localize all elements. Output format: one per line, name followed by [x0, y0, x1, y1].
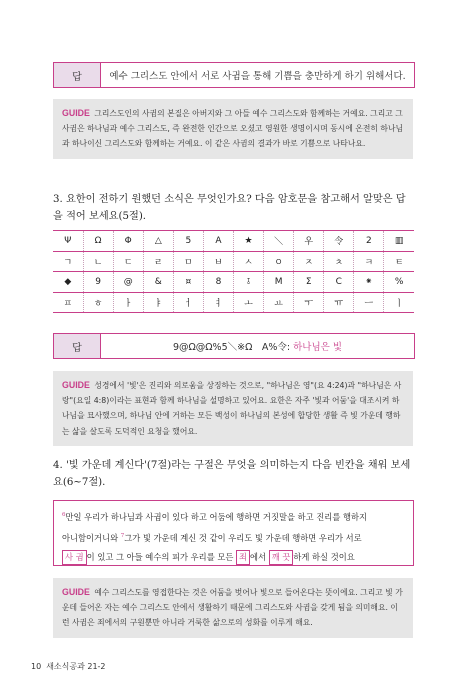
cipher-cell: 5: [173, 231, 203, 252]
answer-decoded: 하나님은 빛: [293, 342, 343, 353]
answer-text: [101, 334, 414, 358]
book-title: 새소식공과 21-2: [46, 662, 106, 671]
cipher-cell: C: [324, 272, 354, 293]
blank-answer: 사 귐: [62, 550, 87, 565]
cipher-cell: ㄹ: [143, 251, 173, 272]
cipher-cell: ⫱: [233, 272, 263, 293]
guide-box-1: [53, 99, 413, 159]
guide-tag: GUIDE: [62, 587, 90, 597]
cipher-cell: ▥: [384, 231, 414, 252]
guide-text: 그리스도인의 사귐의 본질은 아버지와 그 아들 예수 그리스도와 함께하는 거예요. 그리고 그 사귐은 하나님과 예수 그리스도, 즉 완전한 인간으로 오셨고 영원한 생명이시며 동시에 온전히 하나님과 하나이신 그리스도와 함께하는 거예요. 이 같은 사귐의 결과가 바로 기쁨으로 나타나요.: [62, 109, 404, 149]
cipher-cell: ㅁ: [173, 251, 203, 272]
cipher-cell: 令: [324, 231, 354, 252]
cipher-cell: 8: [203, 272, 233, 293]
cipher-cell: 9: [83, 272, 113, 293]
verse-number: 6: [62, 512, 66, 518]
cipher-row: [53, 231, 414, 252]
scripture-line: 아니함이거니와: [62, 532, 119, 543]
cipher-cell: ㅌ: [384, 251, 414, 272]
cipher-row: [53, 292, 414, 313]
cipher-cell: ㄱ: [53, 251, 83, 272]
cipher-cell: ¤: [173, 272, 203, 293]
cipher-cell: ㅕ: [203, 292, 233, 313]
answer-text: 예수 그리스도 안에서 서로 사귐을 통해 기쁨을 충만하게 하기 위해서다.: [109, 71, 406, 82]
cipher-cell: ＼: [264, 231, 294, 252]
page-number: 10: [31, 662, 42, 671]
cipher-cell: ㅊ: [324, 251, 354, 272]
scripture-text: 에서: [250, 551, 267, 562]
cipher-cell: ㅡ: [354, 292, 384, 313]
cipher-cell: ㅋ: [354, 251, 384, 272]
cipher-cell: ㅗ: [233, 292, 263, 313]
cipher-cell: ㄴ: [83, 251, 113, 272]
cipher-cell: ㅏ: [113, 292, 143, 313]
cipher-cell: %: [384, 272, 414, 293]
cipher-cell: ㅎ: [83, 292, 113, 313]
cipher-cell: Φ: [113, 231, 143, 252]
cipher-cell: ㅠ: [324, 292, 354, 313]
cipher-cell: ㅣ: [384, 292, 414, 313]
cipher-cell: Ψ: [53, 231, 83, 252]
cipher-cell: 2: [354, 231, 384, 252]
guide-box-3: [53, 578, 413, 638]
cipher-table: [53, 230, 414, 313]
cipher-cell: ㅅ: [233, 251, 263, 272]
scripture-box: [53, 500, 414, 566]
cipher-cell: ㅜ: [294, 292, 324, 313]
cipher-cell: ㅓ: [173, 292, 203, 313]
cipher-cell: △: [143, 231, 173, 252]
cipher-cell: &: [143, 272, 173, 293]
guide-box-2: [53, 371, 413, 446]
cipher-cell: 우: [294, 231, 324, 252]
page-footer: [31, 661, 106, 672]
cipher-cell: Σ: [294, 272, 324, 293]
cipher-code: 9@Ω@Ω%5＼※Ω A%令:: [172, 342, 291, 353]
cipher-cell: ㅇ: [264, 251, 294, 272]
scripture-text: 이 있고 그 아들 예수의 피가 우리를 모든: [86, 551, 234, 562]
cipher-cell: @: [113, 272, 143, 293]
cipher-cell: ㅈ: [294, 251, 324, 272]
question-3: 3. 요한이 전하기 원했던 소식은 무엇인가요? 다음 암호문을 참고해서 알맞은 답을 적어 보세요(5절).: [53, 194, 406, 222]
guide-tag: GUIDE: [62, 108, 90, 118]
cipher-cell: ㅑ: [143, 292, 173, 313]
cipher-cell: A: [203, 231, 233, 252]
guide-text: 성경에서 '빛'은 진리와 의로움을 상징하는 것으로, "하나님은 영"(요 4:24)과 "하나님은 사랑"(요일 4:8)이라는 표현과 함께 하나님을 설명하고 있어요. 요한은 자주 '빛과 어둠'을 대조시켜 하나님을 묘사했으며, 하나님 안에 거하는 모든 백성이 하나님의 본성에 합당한 생활 즉 빛 가운데 행하는 삶을 살도록 도덕적인 요청을 했어요.: [62, 381, 402, 436]
answer-label: 답: [54, 334, 101, 358]
blank-answer: 죄: [236, 550, 250, 565]
cipher-cell: ⁕: [354, 272, 384, 293]
scripture-line: 그가 빛 가운데 계신 것 같이 우리도 빛 가운데 행하면 우리가 서로: [124, 532, 362, 543]
guide-tag: GUIDE: [62, 380, 90, 390]
verse-number: 7: [120, 532, 125, 539]
cipher-cell: M: [264, 272, 294, 293]
question-4: 4. '빛 가운데 계신다'(7절)라는 구절은 무엇을 의미하는지 다음 빈칸을 채워 보세요(6~7절).: [53, 460, 411, 488]
answer-box-1: [53, 62, 415, 88]
scripture-line: 만일 우리가 하나님과 사귐이 있다 하고 어둠에 행하면 거짓말을 하고 진리를 행하지: [65, 511, 368, 522]
cipher-row: [53, 272, 414, 293]
cipher-cell: ㅛ: [264, 292, 294, 313]
answer-box-2: [53, 333, 415, 359]
scripture-text: 하게 하실 것이요: [293, 551, 355, 562]
cipher-cell: ㅂ: [203, 251, 233, 272]
guide-text: 예수 그리스도를 영접한다는 것은 어둠을 벗어나 빛으로 들어온다는 뜻이에요. 그리고 빛 가운데 들어온 자는 예수 그리스도 안에서 생활하기 때문에 그리스도와 사귐을 갖게 됨을 의미해요. 이런 사귐은 죄에서의 구원뿐만 아니라 거룩한 삶으로의 성화를 이루게 해요.: [62, 588, 403, 628]
blank-answer: 깨 끗: [269, 550, 294, 565]
answer-label: 답: [54, 63, 101, 87]
cipher-row: [53, 251, 414, 272]
cipher-cell: ㄷ: [113, 251, 143, 272]
cipher-cell: ◆: [53, 272, 83, 293]
cipher-cell: ㅍ: [53, 292, 83, 313]
cipher-cell: ★: [233, 231, 263, 252]
cipher-cell: Ω: [83, 231, 113, 252]
